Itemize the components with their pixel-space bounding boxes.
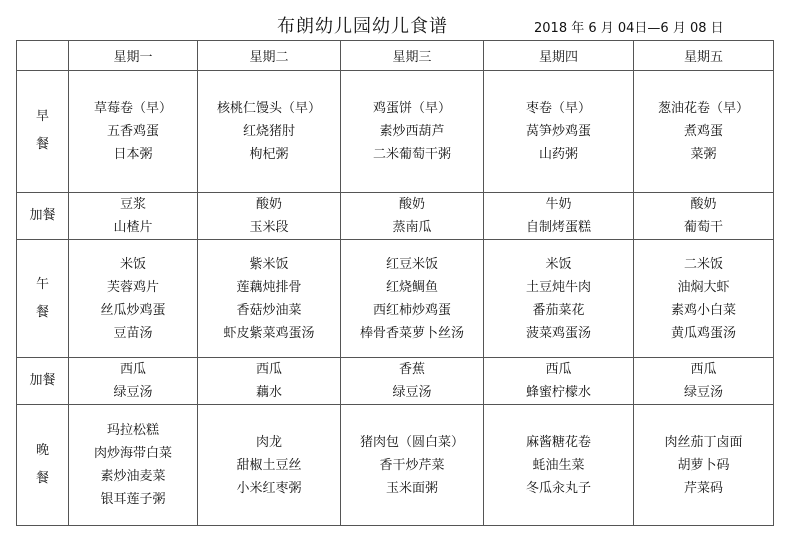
meal-label-text: 加餐 [29, 207, 56, 223]
dish-item: 酸奶 [398, 196, 425, 212]
dish-item: 芙蓉鸡片 [106, 279, 159, 295]
meal-label [17, 192, 69, 239]
afternoon-snack-row [17, 358, 774, 405]
dish-item: 西瓜 [119, 362, 146, 378]
menu-cell [634, 405, 774, 526]
menu-cell [484, 239, 634, 357]
dish-item: 肉龙 [255, 434, 282, 450]
menu-cell [69, 71, 198, 193]
dish-item: 香蕉 [398, 362, 425, 378]
dish-item: 蜂蜜柠檬水 [525, 385, 591, 401]
dish-item: 猪肉包（圆白菜） [359, 434, 464, 450]
dish-item: 核桃仁馒头（早） [216, 100, 321, 116]
dish-item: 豆苗汤 [113, 325, 153, 341]
meal-label-text: 加餐 [29, 373, 56, 389]
dish-item: 绿豆汤 [392, 385, 432, 401]
dish-item: 黄瓜鸡蛋汤 [670, 325, 736, 341]
dish-item: 自制烤蛋糕 [525, 219, 591, 235]
menu-cell [198, 239, 341, 357]
menu-cell [69, 405, 198, 526]
menu-cell [341, 71, 484, 193]
dish-item: 香菇炒油菜 [236, 302, 302, 318]
dish-item: 胡萝卜码 [677, 457, 730, 473]
date-range: 2018 年 6 月 04日—6 月 08 日 [534, 21, 724, 36]
dish-item: 绿豆汤 [113, 385, 153, 401]
menu-table [16, 40, 774, 526]
dish-item: 棒骨香菜萝卜丝汤 [359, 325, 464, 341]
day-header: 星期四 [484, 41, 634, 71]
menu-cell [484, 192, 634, 239]
dish-item: 酸奶 [255, 196, 282, 212]
dish-item: 日本粥 [113, 146, 153, 162]
dish-item: 玛拉松糕 [106, 423, 159, 439]
meal-label-text: 晚 [35, 443, 49, 459]
menu-cell [634, 358, 774, 405]
dish-item: 葡萄干 [683, 219, 723, 235]
dish-item: 鸡蛋饼（早） [372, 100, 451, 116]
dish-item: 山药粥 [538, 146, 578, 162]
meal-label-text: 餐 [35, 471, 49, 487]
dish-item: 五香鸡蛋 [106, 123, 159, 139]
dish-item: 西瓜 [690, 362, 717, 378]
dish-item: 素炒西葫芦 [379, 123, 445, 139]
dish-item: 芹菜码 [683, 480, 723, 496]
dish-item: 豆浆 [119, 196, 146, 212]
dish-item: 番茄菜花 [532, 302, 585, 318]
dish-item: 冬瓜汆丸子 [525, 480, 591, 496]
dish-item: 西红柿炒鸡蛋 [372, 302, 451, 318]
menu-cell [634, 71, 774, 193]
menu-cell [69, 192, 198, 239]
meal-label-text: 早 [35, 109, 49, 125]
meal-label-text: 餐 [35, 304, 49, 320]
meal-label [17, 405, 69, 526]
dish-item: 肉炒海带白菜 [93, 446, 172, 462]
menu-cell [198, 192, 341, 239]
menu-cell [198, 405, 341, 526]
corner-cell [17, 41, 69, 71]
menu-cell [341, 358, 484, 405]
dish-item: 西瓜 [545, 362, 572, 378]
dish-item: 蒸南瓜 [392, 219, 432, 235]
menu-cell [341, 192, 484, 239]
dish-item: 虾皮紫菜鸡蛋汤 [223, 325, 315, 341]
dish-item: 素炒油麦菜 [100, 469, 166, 485]
dish-item: 红豆米饭 [385, 256, 438, 272]
dish-item: 玉米段 [249, 219, 289, 235]
lunch-row [17, 239, 774, 357]
dish-item: 菠菜鸡蛋汤 [525, 325, 591, 341]
day-header: 星期一 [69, 41, 198, 71]
dish-item: 藕水 [255, 385, 282, 401]
dish-item: 酸奶 [690, 196, 717, 212]
menu-cell [69, 358, 198, 405]
meal-label [17, 239, 69, 357]
dish-item: 素鸡小白菜 [670, 302, 736, 318]
dish-item: 丝瓜炒鸡蛋 [100, 302, 166, 318]
menu-cell [69, 239, 198, 357]
dish-item: 甜椒土豆丝 [236, 457, 302, 473]
page-title: 布朗幼儿园幼儿食谱 [277, 16, 448, 37]
dish-item: 煮鸡蛋 [683, 123, 723, 139]
day-header: 星期二 [198, 41, 341, 71]
dish-item: 枸杞粥 [249, 146, 289, 162]
day-header: 星期五 [634, 41, 774, 71]
dish-item: 麻酱糖花卷 [525, 434, 591, 450]
dish-item: 枣卷（早） [525, 100, 591, 116]
menu-cell [341, 239, 484, 357]
dish-item: 蚝油生菜 [532, 457, 585, 473]
dish-item: 二米葡萄干粥 [372, 146, 451, 162]
dish-item: 莲藕炖排骨 [236, 279, 302, 295]
menu-cell [484, 358, 634, 405]
dish-item: 绿豆汤 [683, 385, 723, 401]
meal-label-text: 午 [35, 276, 49, 292]
dish-item: 菜粥 [690, 146, 717, 162]
dish-item: 油焖大虾 [677, 279, 730, 295]
dish-item: 红烧猪肘 [242, 123, 295, 139]
breakfast-row [17, 71, 774, 193]
menu-cell [634, 192, 774, 239]
dish-item: 牛奶 [545, 196, 572, 212]
meal-label [17, 358, 69, 405]
dish-item: 紫米饭 [249, 256, 289, 272]
dish-item: 西瓜 [255, 362, 282, 378]
menu-cell [198, 71, 341, 193]
dish-item: 莴笋炒鸡蛋 [525, 123, 591, 139]
dish-item: 香干炒芹菜 [379, 457, 445, 473]
dish-item: 肉丝茄丁卤面 [664, 434, 743, 450]
menu-cell [341, 405, 484, 526]
dinner-row [17, 405, 774, 526]
menu-cell [484, 71, 634, 193]
dish-item: 米饭 [545, 256, 572, 272]
dish-item: 二米饭 [683, 256, 723, 272]
morning-snack-row [17, 192, 774, 239]
dish-item: 银耳莲子粥 [100, 492, 166, 508]
dish-item: 玉米面粥 [385, 480, 438, 496]
day-header: 星期三 [341, 41, 484, 71]
dish-item: 红烧鲷鱼 [385, 279, 438, 295]
dish-item: 葱油花卷（早） [657, 100, 749, 116]
menu-cell [634, 239, 774, 357]
dish-item: 小米红枣粥 [236, 480, 302, 496]
header-row [17, 41, 774, 71]
menu-cell [198, 358, 341, 405]
dish-item: 山楂片 [113, 219, 153, 235]
meal-label-text: 餐 [35, 137, 49, 153]
dish-item: 米饭 [119, 256, 146, 272]
dish-item: 土豆炖牛肉 [525, 279, 591, 295]
meal-label [17, 71, 69, 193]
dish-item: 草莓卷（早） [93, 100, 172, 116]
menu-cell [484, 405, 634, 526]
